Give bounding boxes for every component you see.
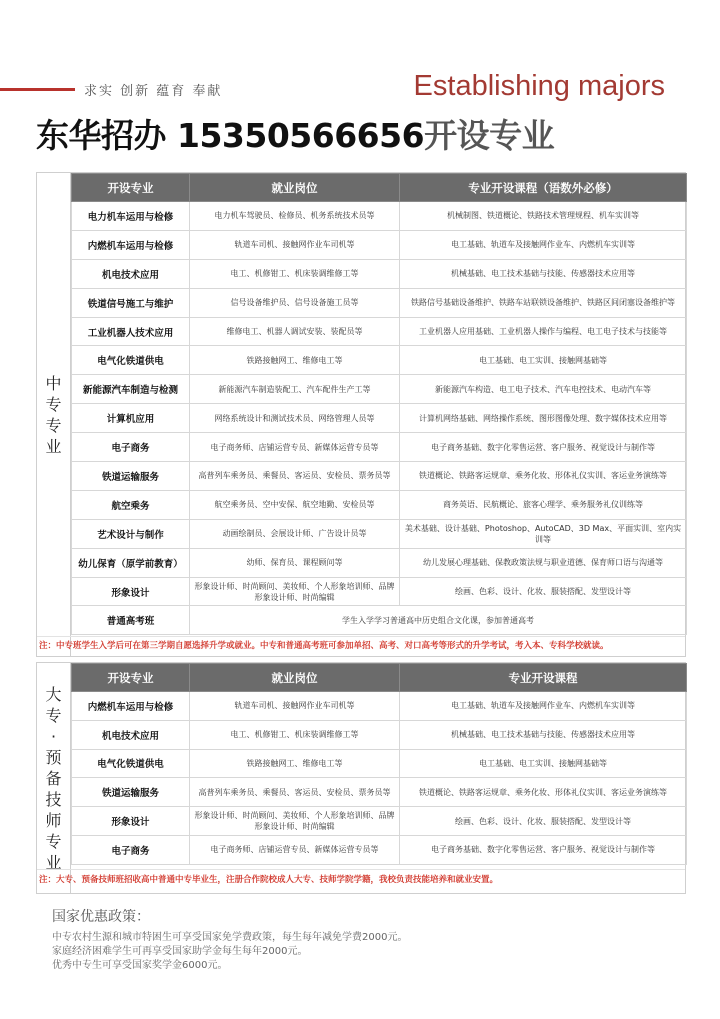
job-cell: 电子商务师、店铺运营专员、新媒体运营专员等 (190, 835, 400, 864)
major-cell: 铁道信号施工与维护 (72, 288, 190, 317)
job-cell: 信号设备维护员、信号设备施工员等 (190, 288, 400, 317)
college-majors-section (36, 662, 686, 894)
course-cell: 电子商务基础、数字化零售运营、客户服务、视觉设计与制作等 (400, 433, 687, 462)
major-cell: 机电技术应用 (72, 259, 190, 288)
column-header-job: 就业岗位 (190, 174, 400, 202)
course-cell: 幼儿发展心理基础、保教政策法规与职业道德、保育师口语与沟通等 (400, 548, 687, 577)
college-note: 注：大专、预备技师班招收高中普通中专毕业生，注册合作院校成人大专、技师学院学籍，我校负责技能培养和就业安置。 (37, 869, 685, 889)
job-cell: 高普列车乘务员、乘餐员、客运员、安检员、票务员等 (190, 778, 400, 807)
table-row (72, 778, 687, 807)
title-suffix: 开设专业 (424, 116, 555, 155)
table-row (72, 375, 687, 404)
table-row (72, 606, 687, 635)
column-header-course: 专业开设课程 (400, 664, 687, 692)
table-row (72, 749, 687, 778)
course-cell: 工业机器人应用基础、工业机器人操作与编程、电工电子技术与技能等 (400, 317, 687, 346)
course-cell: 商务英语、民航概论、旅客心理学、乘务服务礼仪训练等 (400, 490, 687, 519)
table-row (72, 433, 687, 462)
secondary-majors-table (71, 173, 687, 635)
job-cell: 新能源汽车制造装配工、汽车配件生产工等 (190, 375, 400, 404)
college-majors-table (71, 663, 687, 865)
course-cell: 电工基础、轨道车及接触网作业车、内燃机车实训等 (400, 230, 687, 259)
column-header-job: 就业岗位 (190, 664, 400, 692)
table-row (72, 490, 687, 519)
job-cell: 形象设计师、时尚顾问、美妆师、个人形象培训师、品牌形象设计师、时尚编辑 (190, 577, 400, 606)
major-cell: 电子商务 (72, 835, 190, 864)
secondary-note: 注：中专班学生入学后可在第三学期自愿选择升学或就业。中专和普通高考班可参加单招、高考、对口高考等形式的升学考试，考入本、专科学校就读。 (37, 636, 685, 654)
major-cell: 航空乘务 (72, 490, 190, 519)
major-cell: 形象设计 (72, 807, 190, 836)
column-header-major: 开设专业 (72, 664, 190, 692)
table-row (72, 577, 687, 606)
major-cell: 机电技术应用 (72, 720, 190, 749)
major-cell: 铁道运输服务 (72, 462, 190, 491)
course-cell: 机械基础、电工技术基础与技能、传感器技术应用等 (400, 720, 687, 749)
table-row (72, 519, 687, 548)
course-cell: 电工基础、电工实训、接触网基础等 (400, 346, 687, 375)
course-cell: 电子商务基础、数字化零售运营、客户服务、视觉设计与制作等 (400, 835, 687, 864)
header-accent-rule (0, 88, 75, 91)
title-phone: 东华招办 15350566656 (36, 116, 425, 155)
table-row (72, 462, 687, 491)
major-cell: 电气化铁道供电 (72, 749, 190, 778)
job-cell: 轨道车司机、接触网作业车司机等 (190, 230, 400, 259)
column-header-course: 专业开设课程（语数外必修） (400, 174, 687, 202)
course-cell: 机械基础、电工技术基础与技能、传感器技术应用等 (400, 259, 687, 288)
course-cell: 铁道概论、铁路客运规章、乘务化妆、形体礼仪实训、客运业务演练等 (400, 778, 687, 807)
job-cell: 铁路接触网工、维修电工等 (190, 346, 400, 375)
policy-line: 优秀中专生可享受国家奖学金6000元。 (52, 960, 228, 971)
english-title: Establishing majors (413, 70, 665, 102)
job-cell: 电力机车驾驶员、检修员、机务系统技术员等 (190, 202, 400, 231)
major-cell: 内燃机车运用与检修 (72, 230, 190, 259)
job-cell: 形象设计师、时尚顾问、美妆师、个人形象培训师、品牌形象设计师、时尚编辑 (190, 807, 400, 836)
table-row (72, 259, 687, 288)
table-row (72, 404, 687, 433)
major-cell: 电力机车运用与检修 (72, 202, 190, 231)
major-cell: 幼儿保育（原学前教育） (72, 548, 190, 577)
major-cell: 铁道运输服务 (72, 778, 190, 807)
policy-title: 国家优惠政策： (52, 909, 150, 925)
table-row (72, 317, 687, 346)
policy-line: 家庭经济困难学生可再享受国家助学金每生每年2000元。 (52, 946, 308, 957)
course-cell: 电工基础、轨道车及接触网作业车、内燃机车实训等 (400, 692, 687, 721)
job-cell: 电工、机修钳工、机床装调维修工等 (190, 259, 400, 288)
section-side-label: 大专·预备技师专业 (37, 663, 71, 893)
secondary-majors-section (36, 172, 686, 657)
job-cell: 电工、机修钳工、机床装调维修工等 (190, 720, 400, 749)
major-cell: 电子商务 (72, 433, 190, 462)
page-title (36, 110, 554, 157)
table-row (72, 807, 687, 836)
job-cell: 高普列车乘务员、乘餐员、客运员、安检员、票务员等 (190, 462, 400, 491)
job-cell: 维修电工、机器人调试安装、装配员等 (190, 317, 400, 346)
course-cell: 绘画、色彩、设计、化妆、服装搭配、发型设计等 (400, 807, 687, 836)
job-cell: 网络系统设计和测试技术员、网络管理人员等 (190, 404, 400, 433)
major-cell: 艺术设计与制作 (72, 519, 190, 548)
course-cell: 新能源汽车构造、电工电子技术、汽车电控技术、电动汽车等 (400, 375, 687, 404)
table-row (72, 835, 687, 864)
major-cell: 新能源汽车制造与检测 (72, 375, 190, 404)
job-cell: 铁路接触网工、维修电工等 (190, 749, 400, 778)
course-cell: 绘画、色彩、设计、化妆、服装搭配、发型设计等 (400, 577, 687, 606)
table-row (72, 288, 687, 317)
job-cell: 电子商务师、店铺运营专员、新媒体运营专员等 (190, 433, 400, 462)
major-cell: 内燃机车运用与检修 (72, 692, 190, 721)
course-cell: 计算机网络基础、网络操作系统、图形图像处理、数字媒体技术应用等 (400, 404, 687, 433)
motto: 求实 创新 蕴育 奉献 (84, 84, 223, 99)
job-cell: 幼师、保育员、课程顾问等 (190, 548, 400, 577)
table-row (72, 202, 687, 231)
course-cell: 机械制图、铁道概论、铁路技术管理规程、机车实训等 (400, 202, 687, 231)
major-cell: 普通高考班 (72, 606, 190, 635)
major-cell: 计算机应用 (72, 404, 190, 433)
table-row (72, 692, 687, 721)
column-header-major: 开设专业 (72, 174, 190, 202)
course-cell: 铁路信号基础设备维护、铁路车站联锁设备维护、铁路区间闭塞设备维护等 (400, 288, 687, 317)
job-cell: 动画绘制员、会展设计师、广告设计员等 (190, 519, 400, 548)
table-row (72, 720, 687, 749)
section-side-label: 中专专业 (37, 173, 71, 656)
major-cell: 电气化铁道供电 (72, 346, 190, 375)
table-header-row (72, 664, 687, 692)
course-cell: 铁道概论、铁路客运规章、乘务化妆、形体礼仪实训、客运业务演练等 (400, 462, 687, 491)
major-cell: 形象设计 (72, 577, 190, 606)
course-cell: 电工基础、电工实训、接触网基础等 (400, 749, 687, 778)
table-header-row (72, 174, 687, 202)
table-row (72, 548, 687, 577)
table-row (72, 346, 687, 375)
policy-line: 中专农村生源和城市特困生可享受国家免学费政策，每生每年减免学费2000元。 (52, 932, 408, 943)
course-cell: 美术基础、设计基础、Photoshop、AutoCAD、3D Max、平面实训、室内实训等 (400, 519, 687, 548)
major-cell: 工业机器人技术应用 (72, 317, 190, 346)
job-cell: 轨道车司机、接触网作业车司机等 (190, 692, 400, 721)
table-row (72, 230, 687, 259)
merged-description-cell: 学生入学学习普通高中历史组合文化课，参加普通高考 (190, 606, 687, 635)
job-cell: 航空乘务员、空中安保、航空地勤、安检员等 (190, 490, 400, 519)
